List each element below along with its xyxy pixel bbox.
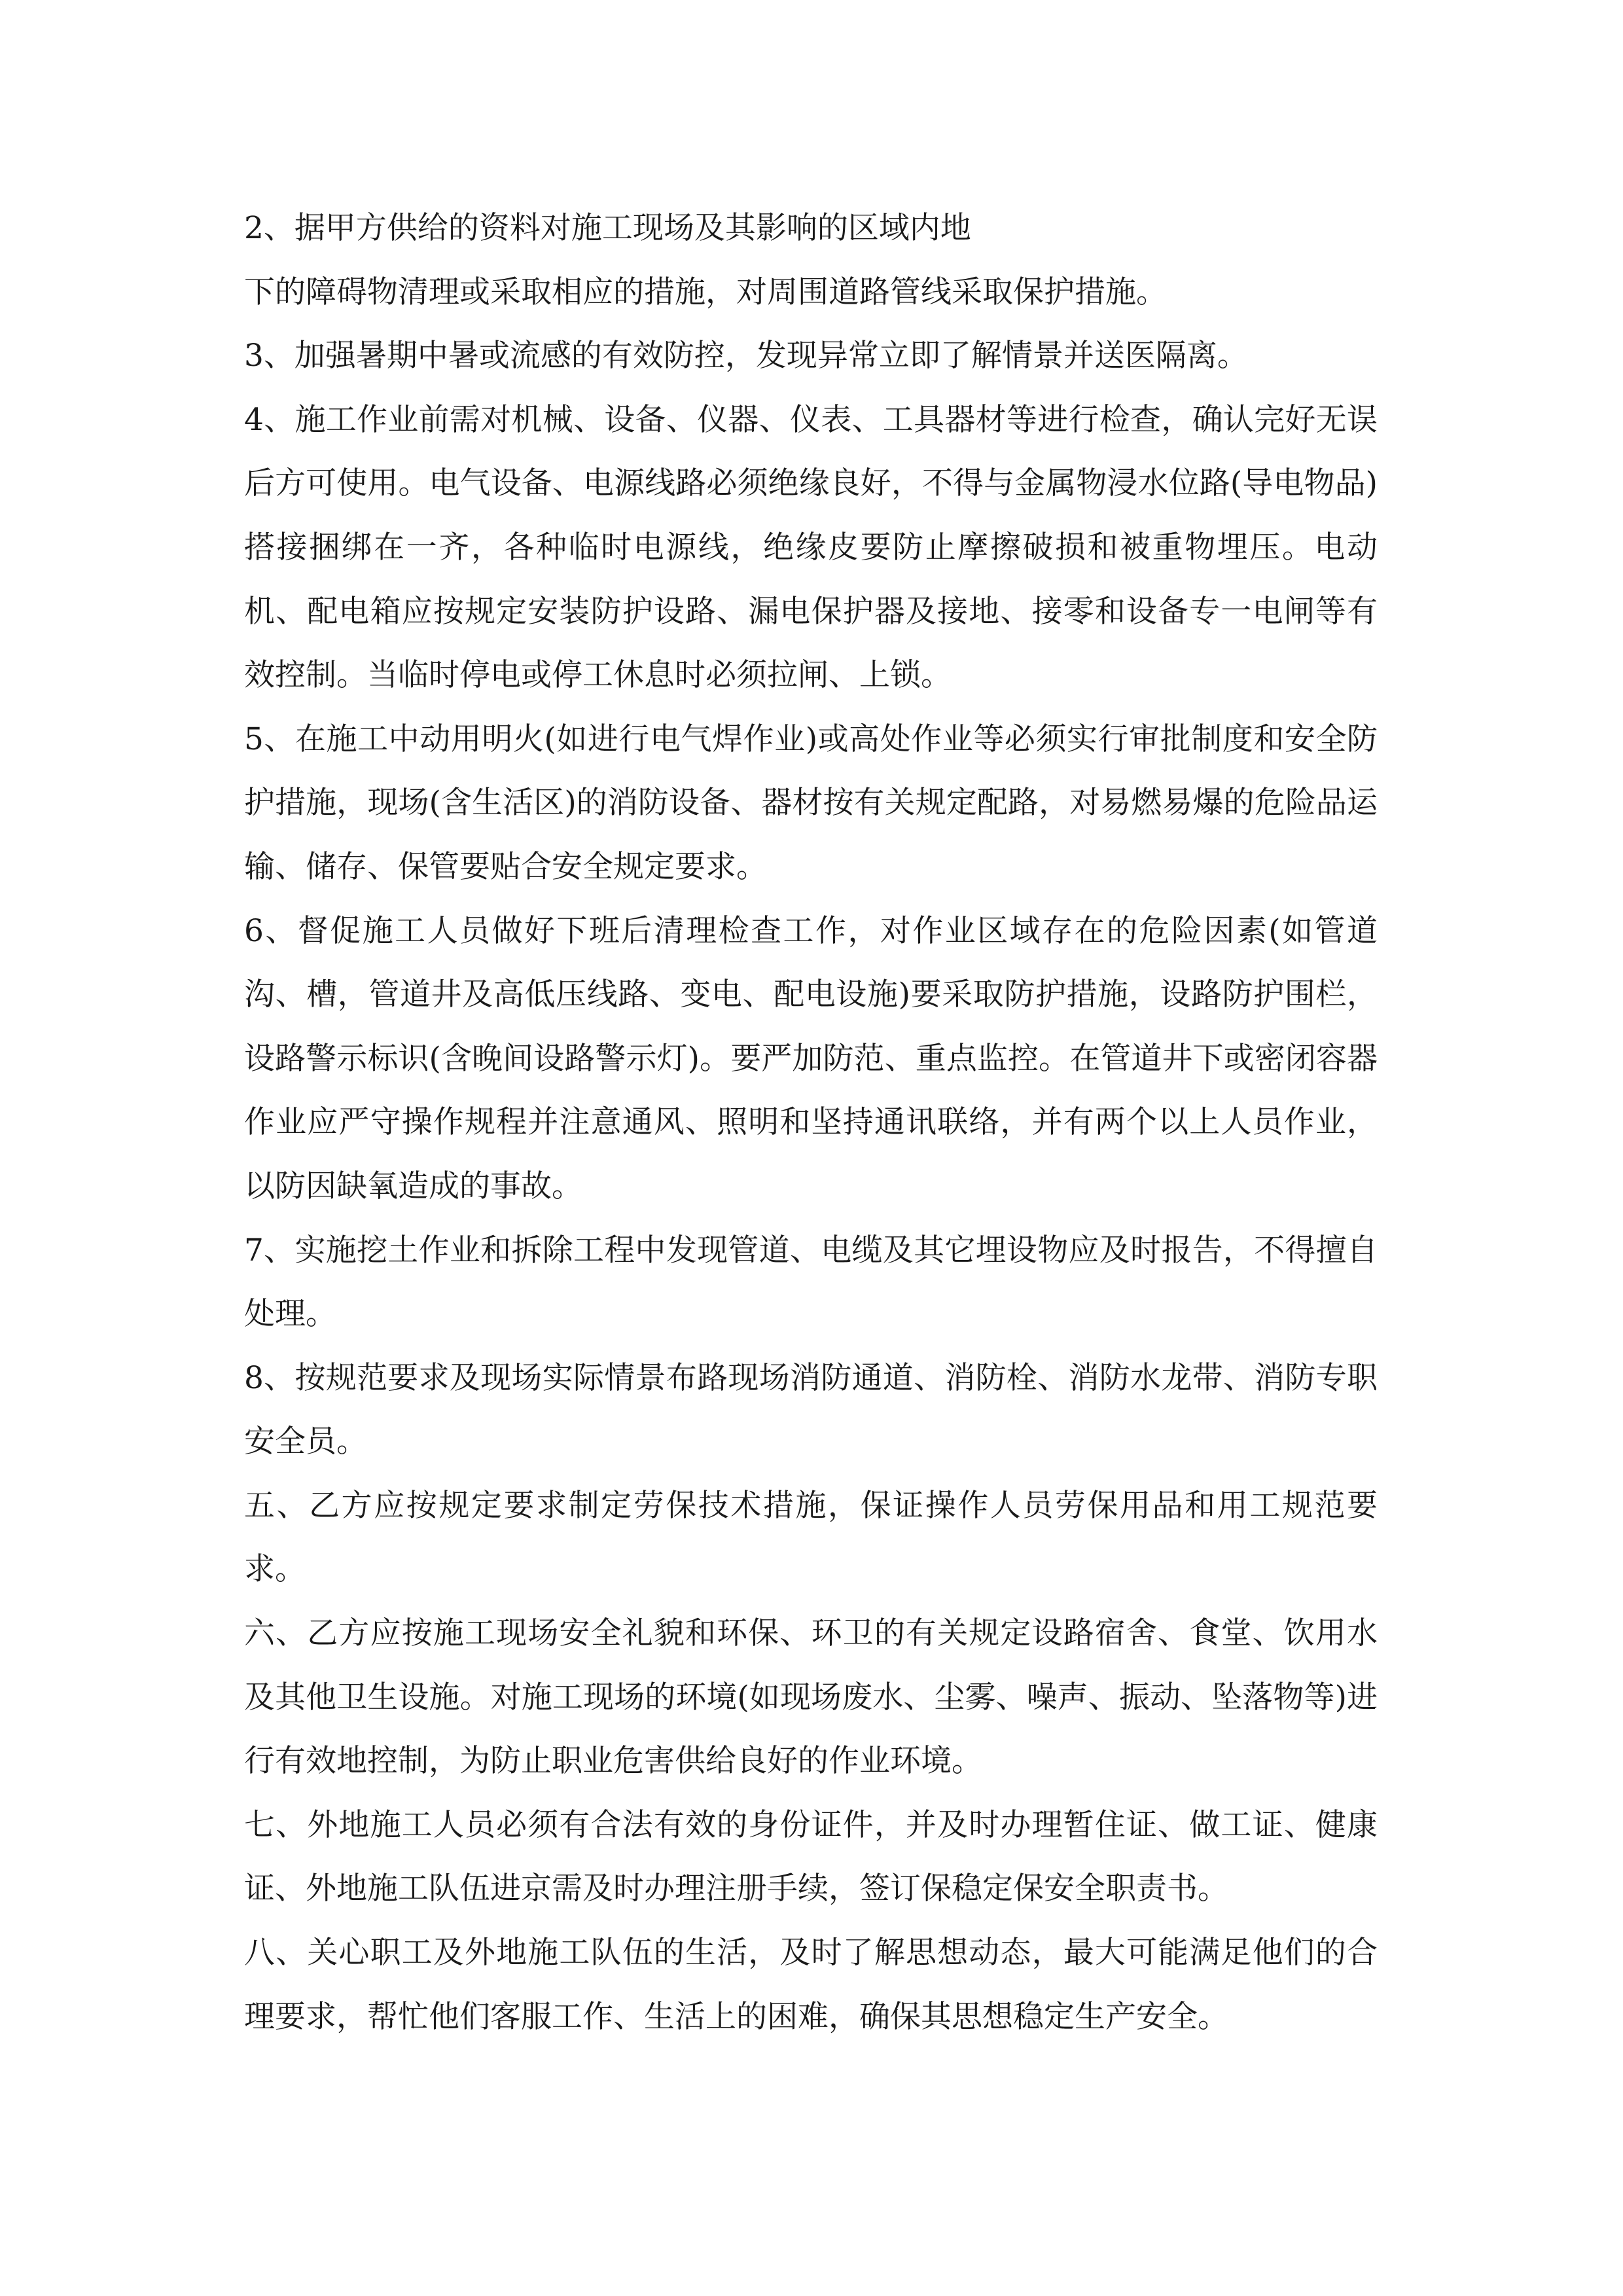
paragraph-item-2-part2: 下的障碍物清理或采取相应的措施，对周围道路管线采取保护措施。: [244, 274, 1167, 310]
paragraph-item-3: 3、加强暑期中暑或流感的有效防控，发现异常立即了解情景并送医隔离。: [244, 338, 1248, 374]
paragraph-item-6: 6、督促施工人员做好下班后清理检查工作，对作业区域存在的危险因素(如管道沟、槽，管道井及高低压线路、变电、配电设施)要采取防护措施，设路防护围栏，设路警示标识(含晚间设路警示灯)。要严加防范、重点监控。在管道井下或密闭容器作业应严守操作规程并注意通风、照明和坚持通讯联络，并有两个以上人员作业，以防因缺氧造成的事故。: [244, 912, 1378, 1204]
paragraph-section-6: 六、乙方应按施工现场安全礼貌和环保、环卫的有关规定设路宿舍、食堂、饮用水及其他卫生设施。对施工现场的环境(如现场废水、尘雾、噪声、振动、坠落物等)进行有效地控制，为防止职业危害供给良好的作业环境。: [244, 1615, 1378, 1780]
paragraph-item-8: 8、按规范要求及现场实际情景布路现场消防通道、消防栓、消防水龙带、消防专职安全员。: [244, 1359, 1378, 1460]
paragraph-item-4: 4、施工作业前需对机械、设备、仪器、仪表、工具器材等进行检查，确认完好无误后方可使用。电气设备、电源线路必须绝缘良好，不得与金属物浸水位路(导电物品)搭接捆绑在一齐，各种临时电源线，绝缘皮要防止摩擦破损和被重物埋压。电动机、配电箱应按规定安装防护设路、漏电保护器及接地、接零和设备专一电闸等有效控制。当临时停电或停工休息时必须拉闸、上锁。: [244, 401, 1378, 694]
paragraph-item-5: 5、在施工中动用明火(如进行电气焊作业)或高处作业等必须实行审批制度和安全防护措施，现场(含生活区)的消防设备、器材按有关规定配路，对易燃易爆的危险品运输、储存、保管要贴合安全规定要求。: [244, 721, 1378, 885]
paragraph-item-7: 7、实施挖土作业和拆除工程中发现管道、电缆及其它埋设物应及时报告，不得擅自处理。: [244, 1232, 1378, 1333]
document-body: [244, 196, 1378, 2049]
paragraph-section-5: 五、乙方应按规定要求制定劳保技术措施，保证操作人员劳保用品和用工规范要求。: [244, 1487, 1378, 1588]
paragraph-section-8: 八、关心职工及外地施工队伍的生活，及时了解思想动态，最大可能满足他们的合理要求，帮忙他们客服工作、生活上的困难，确保其思想稳定生产安全。: [244, 1935, 1378, 2035]
paragraph-item-2-part1: 2、据甲方供给的资料对施工现场及其影响的区域内地: [244, 210, 971, 246]
paragraph-section-7: 七、外地施工人员必须有合法有效的身份证件，并及时办理暂住证、做工证、健康证、外地施工队伍进京需及时办理注册手续，签订保稳定保安全职责书。: [244, 1806, 1378, 1907]
